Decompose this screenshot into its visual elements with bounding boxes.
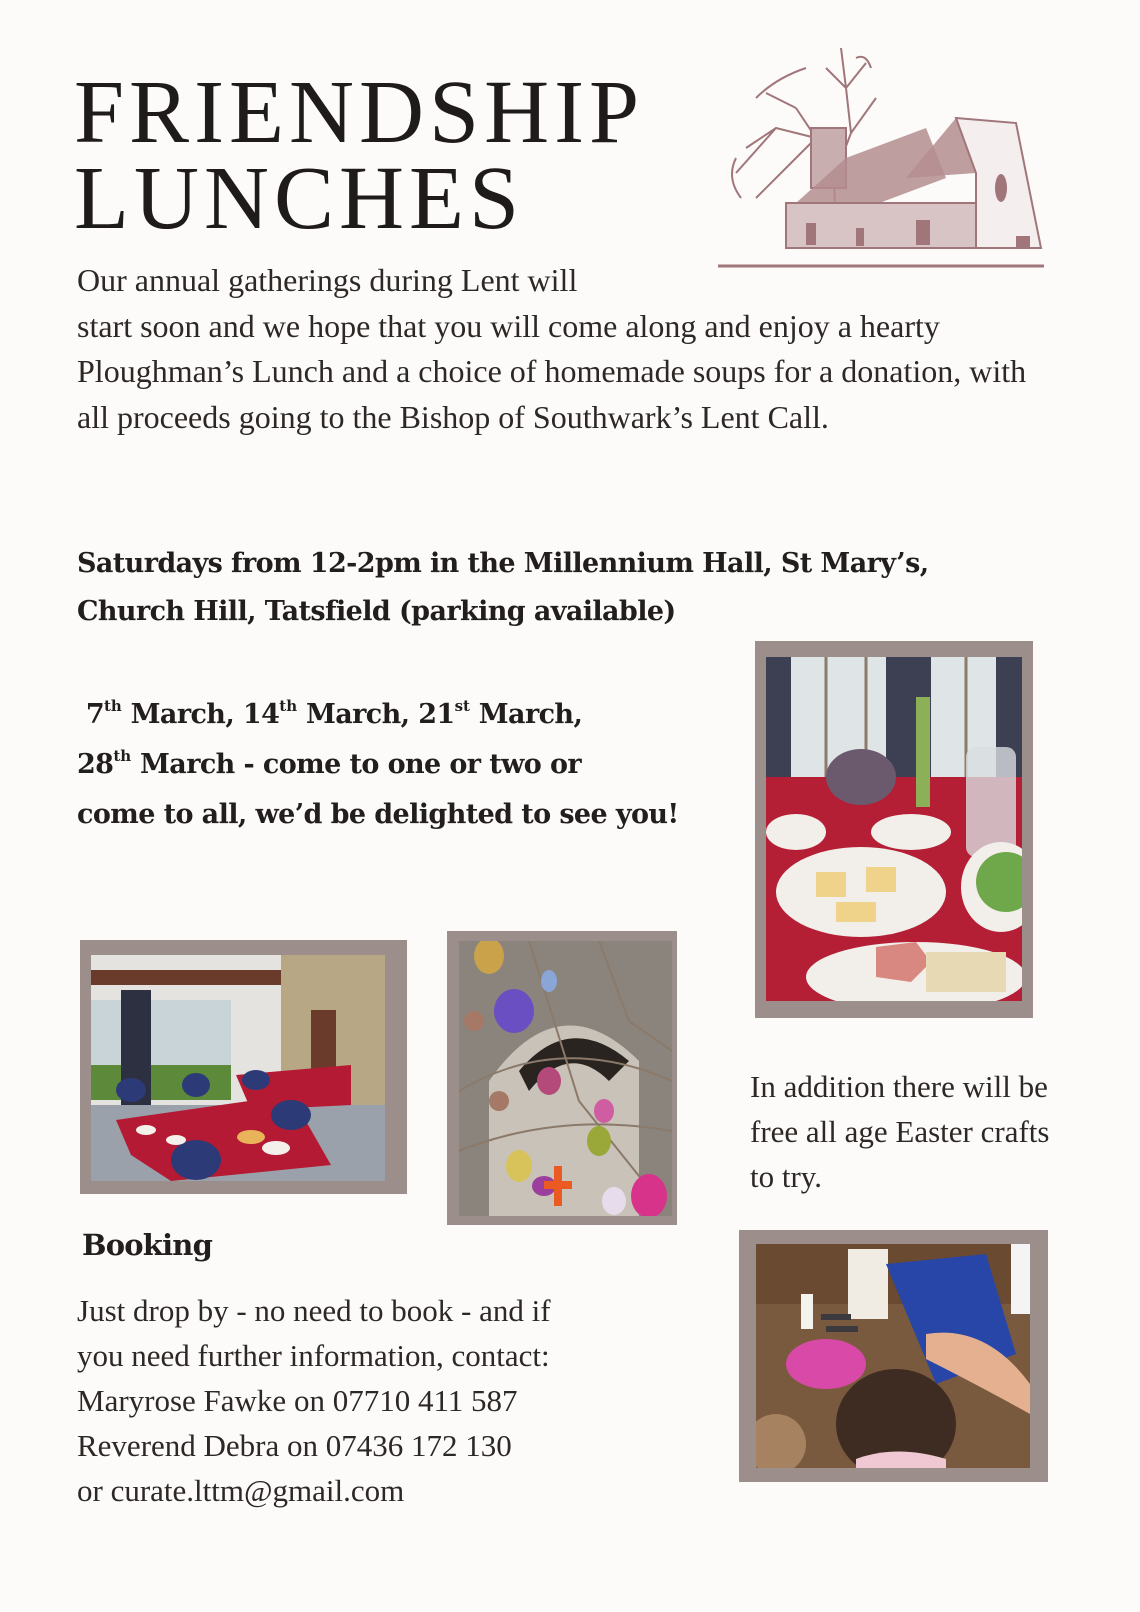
- easter-egg-tree-photo: [447, 931, 677, 1225]
- event-dates: [77, 690, 757, 840]
- date-text: March,: [297, 699, 419, 730]
- title-line-2: LUNCHES: [74, 149, 525, 248]
- contact-reverend-debra: Reverend Debra on 07436 172 130: [77, 1428, 512, 1463]
- invitation-text: come to all, we’d be delighted to see you!: [77, 799, 679, 830]
- booking-heading: Booking: [82, 1228, 213, 1262]
- date-14: 14: [242, 699, 280, 730]
- date-suffix: st: [454, 697, 470, 715]
- booking-line: you need further information, contact:: [77, 1338, 550, 1373]
- date-text: March,: [469, 699, 583, 730]
- intro-line-1: Our annual gatherings during Lent will: [77, 262, 578, 298]
- date-28: 28: [77, 749, 114, 780]
- date-7: 7: [85, 699, 104, 730]
- booking-line: Just drop by - no need to book - and if: [77, 1293, 551, 1328]
- booking-details: [77, 1288, 677, 1513]
- ploughmans-lunch-table-photo: [755, 641, 1033, 1018]
- intro-paragraph: [77, 258, 1062, 440]
- date-suffix: th: [104, 697, 122, 715]
- contact-maryrose: Maryrose Fawke on 07710 411 587: [77, 1383, 518, 1418]
- page-title: [74, 63, 645, 248]
- date-suffix: th: [113, 747, 132, 765]
- contact-email: or curate.lttm@gmail.com: [77, 1473, 405, 1508]
- millennium-hall-photo: [80, 940, 407, 1194]
- easter-crafts-note: In addition there will be free all age Easter crafts to try.: [750, 1069, 1050, 1194]
- date-text: March - come to one or two or: [131, 749, 581, 780]
- title-line-1: FRIENDSHIP: [74, 63, 645, 162]
- date-text: March,: [121, 699, 243, 730]
- venue-details: Saturdays from 12-2pm in the Millennium Hall, St Mary’s, Church Hill, Tatsfield (parking available): [77, 548, 929, 627]
- intro-rest: start soon and we hope that you will come along and enjoy a hearty Ploughman’s Lunch and a choice of homemade soups for a donation, with all proceeds going to the Bishop of Southwark’s Lent Call.: [77, 307, 1027, 435]
- date-21: 21: [418, 699, 455, 730]
- easter-crafts-photo: [739, 1230, 1048, 1482]
- church-sketch-icon: [716, 38, 1046, 268]
- date-suffix: th: [279, 697, 298, 715]
